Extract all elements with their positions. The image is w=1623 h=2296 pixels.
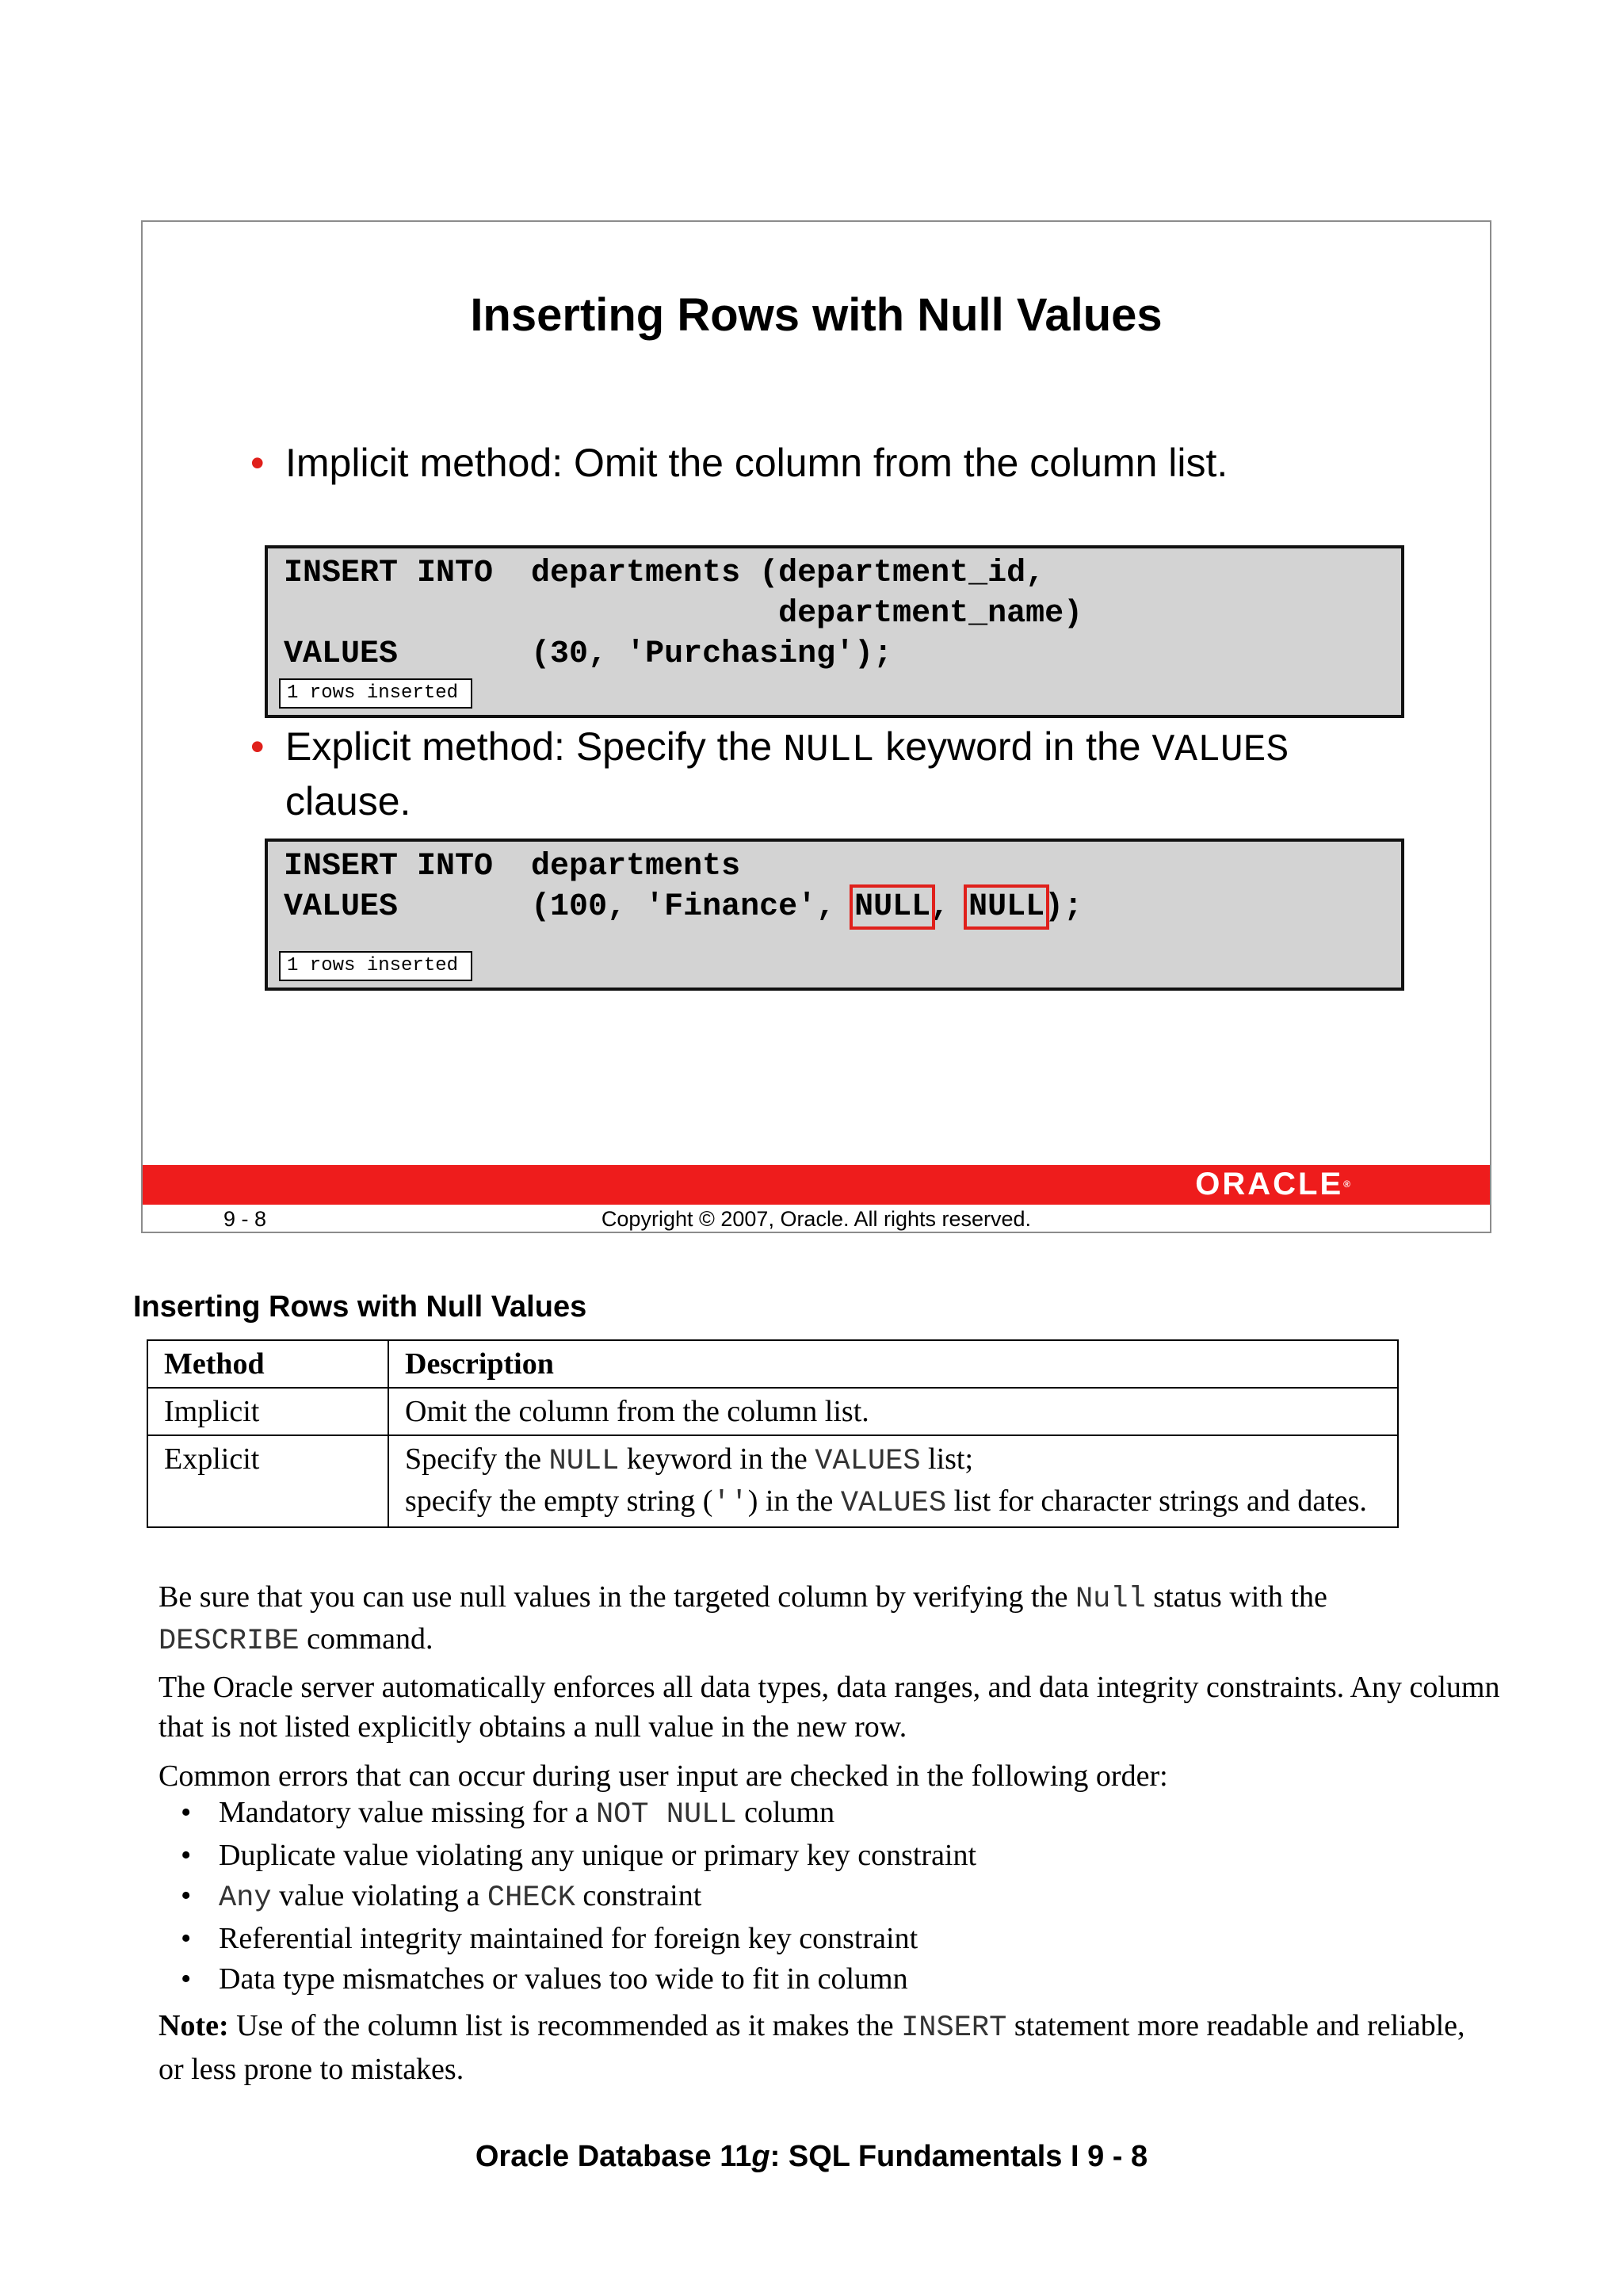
footer-band <box>143 1165 1490 1205</box>
bullet-dot: • <box>250 724 265 769</box>
bullet-explicit-pre: Explicit method: Specify the <box>285 724 784 769</box>
code-block-implicit <box>265 545 1404 718</box>
result-message: 1 rows inserted <box>279 678 472 709</box>
paragraph-describe: Be sure that you can use null values in the targeted column by verifying the Null status with the DESCRIBE command. <box>158 1580 1327 1658</box>
keyword-not-null: NOT NULL <box>595 1798 737 1832</box>
list-item: • Referential integrity maintained for foreign key constraint <box>181 1922 918 1955</box>
table-cell-description: Specify the NULL keyword in the VALUES list; specify the empty string ('') in the VALUES list for character strings and dates. <box>388 1435 1398 1527</box>
null-highlight-1: NULL <box>854 889 931 925</box>
page-footer: Oracle Database 11g: SQL Fundamentals I 9 - 8 <box>475 2140 1148 2173</box>
slide-title: Inserting Rows with Null Values <box>470 289 1163 341</box>
table-cell-method: Implicit <box>147 1388 388 1435</box>
list-item: • Mandatory value missing for a NOT NULL column <box>181 1796 835 1832</box>
table-row <box>147 1388 1398 1435</box>
copyright: Copyright © 2007, Oracle. All rights reserved. <box>601 1207 1032 1231</box>
keyword-describe: DESCRIBE <box>158 1625 300 1658</box>
list-item: • Duplicate value violating any unique or primary key constraint <box>181 1839 977 1872</box>
table-header-method: Method <box>147 1340 388 1388</box>
table-header-description: Description <box>388 1340 1398 1388</box>
code-line: INSERT INTO departments <box>284 849 741 884</box>
keyword-check: CHECK <box>487 1881 575 1915</box>
bullet-implicit <box>250 437 1316 488</box>
code-line <box>284 887 1401 927</box>
null-highlight-2: NULL <box>968 889 1045 925</box>
oracle-logo: ORACLE® <box>1195 1167 1350 1201</box>
keyword-empty-string: '' <box>712 1487 748 1520</box>
bullet-implicit-text: Implicit method: Omit the column from the column list. <box>285 441 1228 485</box>
result-message: 1 rows inserted <box>279 951 472 981</box>
keyword-any: Any <box>219 1881 272 1915</box>
bullet-explicit-post: clause. <box>285 779 411 823</box>
slide-number: 9 - 8 <box>223 1207 267 1231</box>
table-cell-description: Omit the column from the column list. <box>388 1388 1398 1435</box>
note-paragraph: Note: Use of the column list is recommended as it makes the INSERT statement more readable and reliable, or less prone to mistakes. <box>158 2009 1465 2086</box>
table-row <box>147 1435 1398 1527</box>
paragraph-errors-intro: Common errors that can occur during user input are checked in the following order: <box>158 1759 1168 1793</box>
code-line: INSERT INTO departments (department_id, <box>284 556 1045 591</box>
code-line: VALUES (30, 'Purchasing'); <box>284 636 893 672</box>
code-end: ); <box>1044 889 1083 925</box>
keyword-null: NULL <box>783 729 875 772</box>
code-separator: , <box>930 889 969 925</box>
list-item: • Any value violating a CHECK constraint <box>181 1879 702 1915</box>
keyword-values: VALUES <box>1151 729 1289 772</box>
bullet-explicit-mid: keyword in the <box>874 724 1152 769</box>
keyword-insert: INSERT <box>901 2011 1007 2045</box>
keyword-values: VALUES <box>815 1445 921 1478</box>
note-label: Note: <box>158 2009 229 2042</box>
paragraph-constraints: The Oracle server automatically enforces all data types, data ranges, and data integrity constraints. Any column that is not listed explicitly obtains a null value in the new row. <box>158 1671 1500 1744</box>
methods-table <box>147 1339 1399 1528</box>
keyword-values: VALUES <box>840 1487 947 1520</box>
notes-title: Inserting Rows with Null Values <box>133 1290 587 1324</box>
list-item: • Data type mismatches or values too wide to fit in column <box>181 1962 908 1996</box>
keyword-null-status: Null <box>1075 1583 1146 1616</box>
bullet-explicit <box>250 721 1379 827</box>
keyword-null: NULL <box>548 1445 620 1478</box>
table-header-row <box>147 1340 1398 1388</box>
code-line: department_name) <box>284 596 1083 632</box>
errors-list <box>158 1793 976 2000</box>
slide <box>141 220 1491 1233</box>
code-values-part: VALUES (100, 'Finance', <box>284 889 855 925</box>
table-cell-method: Explicit <box>147 1435 388 1527</box>
bullet-dot: • <box>250 441 265 485</box>
code-block-explicit <box>265 839 1404 991</box>
